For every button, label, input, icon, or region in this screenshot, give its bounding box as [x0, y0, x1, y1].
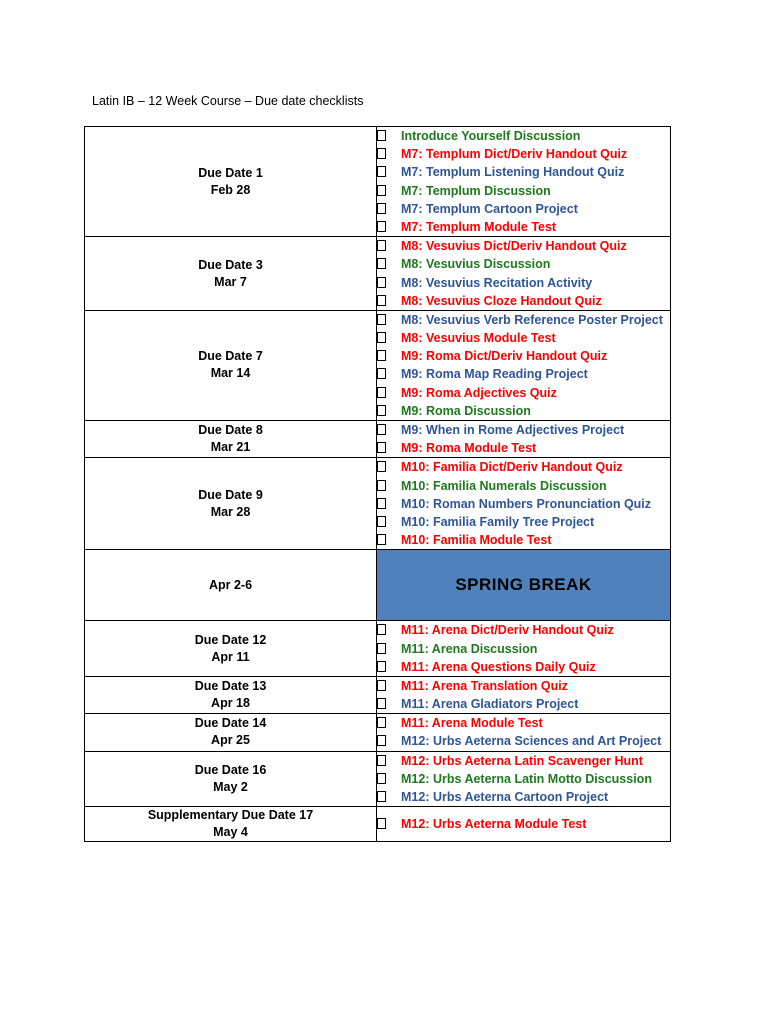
- checkbox-icon[interactable]: [377, 624, 386, 635]
- table-row: [85, 127, 671, 237]
- checklist-item: [377, 658, 670, 676]
- due-date-day: Mar 21: [210, 440, 251, 455]
- checklist-item: [377, 752, 670, 770]
- checklist-item-text: M10: Familia Dict/Deriv Handout Quiz: [401, 460, 623, 475]
- due-date-cell: [85, 676, 377, 713]
- due-date-day: Apr 11: [211, 649, 250, 664]
- checklist-item: [377, 495, 670, 513]
- checklist-item: [377, 145, 670, 163]
- checkbox-icon[interactable]: [377, 818, 386, 829]
- checkbox-icon[interactable]: [377, 680, 386, 691]
- checklist-item-text: M12: Urbs Aeterna Latin Motto Discussion: [401, 771, 652, 786]
- checklist-item: [377, 218, 670, 236]
- checklist-cell: [377, 621, 671, 677]
- checklist-item-text: M8: Vesuvius Recitation Activity: [401, 275, 593, 290]
- checkbox-icon[interactable]: [377, 387, 386, 398]
- checklist-item: [377, 714, 670, 732]
- checkbox-icon[interactable]: [377, 221, 386, 232]
- checkbox-icon[interactable]: [377, 498, 386, 509]
- due-date-cell: [85, 127, 377, 237]
- checklist-item: [377, 182, 670, 200]
- checklist-item-text: M8: Vesuvius Module Test: [401, 331, 556, 346]
- checklist-item-text: M11: Arena Translation Quiz: [401, 678, 568, 693]
- checklist-item: [377, 365, 670, 383]
- checklist-item: [377, 200, 670, 218]
- checklist-item-text: Introduce Yourself Discussion: [401, 129, 581, 143]
- checklist-item: [377, 458, 670, 476]
- checklist-item: [377, 788, 670, 806]
- due-date-day: Feb 28: [210, 182, 251, 197]
- checkbox-icon[interactable]: [377, 405, 386, 416]
- due-date-day: Apr 25: [211, 733, 250, 748]
- checkbox-icon[interactable]: [377, 258, 386, 269]
- checklist-item-text: M10: Familia Numerals Discussion: [401, 478, 607, 493]
- checkbox-icon[interactable]: [377, 368, 386, 379]
- checklist-item-text: M8: Vesuvius Cloze Handout Quiz: [401, 293, 602, 308]
- checklist-item-text: M12: Urbs Aeterna Module Test: [401, 817, 587, 832]
- checklist-item: [377, 255, 670, 273]
- checklist-item-text: M7: Templum Dict/Deriv Handout Quiz: [401, 147, 628, 162]
- checklist-item: [377, 127, 670, 145]
- checklist-item-text: M11: Arena Dict/Deriv Handout Quiz: [401, 623, 614, 638]
- checkbox-icon[interactable]: [377, 442, 386, 453]
- due-date-label: Due Date 9: [198, 487, 263, 502]
- due-date-label: Due Date 14: [194, 716, 267, 731]
- due-date-cell: [85, 751, 377, 807]
- checklist-cell: [377, 807, 671, 842]
- checkbox-icon[interactable]: [377, 314, 386, 325]
- due-date-day: May 4: [213, 825, 248, 840]
- checklist-cell: [377, 237, 671, 311]
- checklist-item-text: M10: Roman Numbers Pronunciation Quiz: [401, 496, 652, 511]
- checklist-item: [377, 477, 670, 495]
- table-row: [85, 714, 671, 751]
- checkbox-icon[interactable]: [377, 130, 386, 141]
- checklist-item-text: M9: When in Rome Adjectives Project: [401, 423, 625, 437]
- checkbox-icon[interactable]: [377, 791, 386, 802]
- due-date-cell: [85, 421, 377, 458]
- checkbox-icon[interactable]: [377, 643, 386, 654]
- due-date-label: Due Date 8: [198, 423, 263, 438]
- checklist-item: [377, 237, 670, 255]
- checkbox-icon[interactable]: [377, 661, 386, 672]
- checklist-item-text: M9: Roma Dict/Deriv Handout Quiz: [401, 349, 608, 364]
- due-date-cell: [85, 458, 377, 550]
- due-date-table-body: [85, 127, 671, 842]
- due-date-cell: [85, 310, 377, 420]
- checklist-cell: [377, 676, 671, 713]
- checklist-item: [377, 329, 670, 347]
- due-date-label: Supplementary Due Date 17: [147, 808, 314, 823]
- checkbox-icon[interactable]: [377, 516, 386, 527]
- checklist-cell: [377, 751, 671, 807]
- checkbox-icon[interactable]: [377, 424, 386, 435]
- checklist-item: [377, 640, 670, 658]
- checklist-item-text: M12: Urbs Aeterna Latin Scavenger Hunt: [401, 753, 643, 768]
- checklist-item: [377, 384, 670, 402]
- checklist-cell: [377, 714, 671, 751]
- checklist-item-text: M7: Templum Discussion: [401, 183, 551, 198]
- checklist-item-text: M9: Roma Module Test: [401, 441, 537, 456]
- checklist-item-text: M8: Vesuvius Verb Reference Poster Project: [401, 312, 663, 327]
- checklist-item-text: M11: Arena Questions Daily Quiz: [401, 659, 596, 674]
- checklist-item-text: M10: Familia Module Test: [401, 533, 552, 548]
- checklist-cell: [377, 127, 671, 237]
- checklist-item: [377, 732, 670, 750]
- table-row: [85, 807, 671, 842]
- due-date-cell: [85, 621, 377, 677]
- checkbox-icon[interactable]: [377, 277, 386, 288]
- checklist-item-text: M12: Urbs Aeterna Sciences and Art Project: [401, 734, 662, 749]
- table-row: [85, 751, 671, 807]
- due-date-label: Due Date 16: [194, 762, 267, 777]
- checkbox-icon[interactable]: [377, 240, 386, 251]
- checklist-item: [377, 421, 670, 439]
- checklist-item: [377, 439, 670, 457]
- table-row: [85, 621, 671, 677]
- checkbox-icon[interactable]: [377, 773, 386, 784]
- checklist-item: [377, 347, 670, 365]
- due-date-label: Due Date 12: [194, 632, 267, 647]
- checklist-item-text: M11: Arena Discussion: [401, 641, 538, 656]
- checklist-item: [377, 274, 670, 292]
- checklist-item-text: M9: Roma Discussion: [401, 403, 531, 418]
- checklist-item: [377, 677, 670, 695]
- checkbox-icon[interactable]: [377, 350, 386, 361]
- table-row: [85, 550, 671, 621]
- checklist-item-text: M9: Roma Map Reading Project: [401, 367, 588, 382]
- checklist-item-text: M9: Roma Adjectives Quiz: [401, 385, 557, 400]
- table-row: [85, 676, 671, 713]
- due-date-label: Apr 2-6: [208, 577, 253, 592]
- checkbox-icon[interactable]: [377, 698, 386, 709]
- checkbox-icon[interactable]: [377, 166, 386, 177]
- due-date-cell: [85, 550, 377, 621]
- checklist-item: [377, 770, 670, 788]
- due-date-day: Mar 28: [210, 504, 251, 519]
- checklist-cell: [377, 310, 671, 420]
- checkbox-icon[interactable]: [377, 461, 386, 472]
- checkbox-icon[interactable]: [377, 203, 386, 214]
- due-date-label: Due Date 7: [198, 349, 263, 364]
- due-date-cell: [85, 714, 377, 751]
- checklist-item: [377, 163, 670, 181]
- checklist-item-text: M12: Urbs Aeterna Cartoon Project: [401, 790, 609, 804]
- due-date-label: Due Date 3: [198, 257, 263, 272]
- due-date-day: Apr 18: [211, 696, 250, 711]
- due-date-label: Due Date 1: [198, 165, 263, 180]
- checklist-item-text: M8: Vesuvius Discussion: [401, 257, 551, 272]
- checkbox-icon[interactable]: [377, 148, 386, 159]
- due-date-day: May 2: [213, 779, 248, 794]
- table-row: [85, 310, 671, 420]
- table-row: [85, 458, 671, 550]
- due-date-day: Mar 14: [210, 366, 251, 381]
- checklist-cell: [377, 421, 671, 458]
- document-title: Latin IB – 12 Week Course – Due date checklists: [92, 94, 364, 108]
- checklist-item: [377, 695, 670, 713]
- checklist-item: [377, 311, 670, 329]
- due-date-label: Due Date 13: [194, 679, 267, 694]
- checkbox-icon[interactable]: [377, 480, 386, 491]
- checklist-item-text: M10: Familia Family Tree Project: [401, 514, 595, 529]
- checkbox-icon[interactable]: [377, 332, 386, 343]
- checkbox-icon[interactable]: [377, 717, 386, 728]
- spring-break-banner: SPRING BREAK: [377, 550, 671, 621]
- table-row: [85, 237, 671, 311]
- checkbox-icon[interactable]: [377, 735, 386, 746]
- table-row: [85, 421, 671, 458]
- checklist-item-text: M11: Arena Module Test: [401, 716, 543, 731]
- checkbox-icon[interactable]: [377, 755, 386, 766]
- checklist-item: [377, 292, 670, 310]
- checklist-item: [377, 815, 670, 833]
- checklist-item: [377, 402, 670, 420]
- checklist-item-text: M7: Templum Module Test: [401, 219, 557, 234]
- due-date-cell: [85, 237, 377, 311]
- checkbox-icon[interactable]: [377, 295, 386, 306]
- checkbox-icon[interactable]: [377, 534, 386, 545]
- due-date-cell: [85, 807, 377, 842]
- checklist-item: [377, 531, 670, 549]
- checklist-item-text: M8: Vesuvius Dict/Deriv Handout Quiz: [401, 239, 627, 254]
- checklist-item-text: M7: Templum Listening Handout Quiz: [401, 165, 625, 180]
- due-date-day: Mar 7: [214, 274, 247, 289]
- due-date-table: [84, 126, 671, 842]
- checkbox-icon[interactable]: [377, 185, 386, 196]
- checklist-item-text: M11: Arena Gladiators Project: [401, 697, 579, 712]
- checklist-cell: [377, 458, 671, 550]
- checklist-item: [377, 513, 670, 531]
- checklist-item: [377, 621, 670, 639]
- checklist-item-text: M7: Templum Cartoon Project: [401, 201, 578, 216]
